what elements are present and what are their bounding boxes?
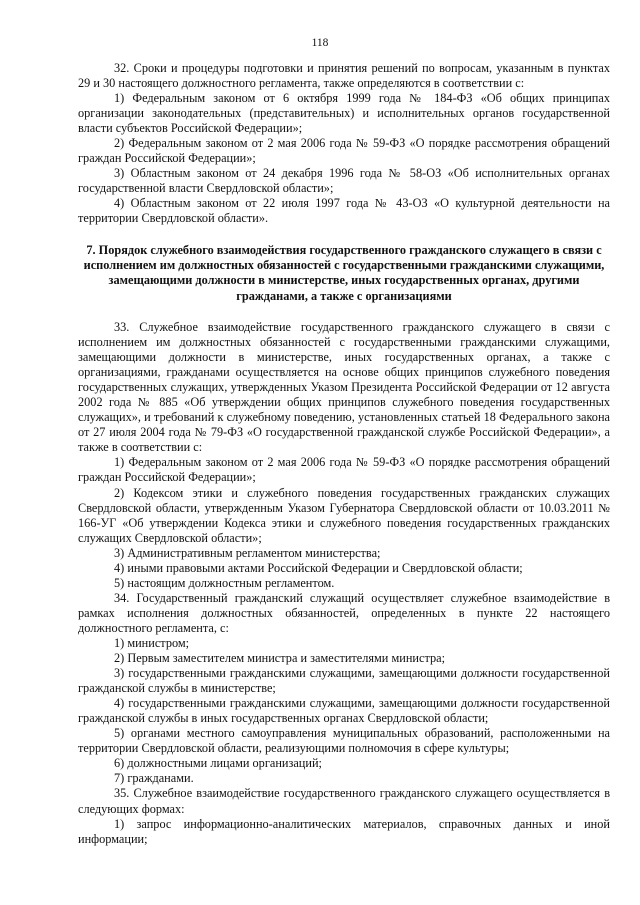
list-item: 5) настоящим должностным регламентом. — [114, 575, 335, 590]
list-item: 2) Первым заместителем министра и заместителями министра; — [114, 651, 445, 666]
paragraph-34: 34. Государственный гражданский служащий осуществляет служебное взаимодействие в рамках исполнения должностных обязанностей, определенных в пункте 22 настоящего должностного регламента, с: — [78, 590, 610, 635]
paragraph-32: 32. Сроки и процедуры подготовки и принятия решений по вопросам, указанным в пунктах 29 и 30 настоящего должностного регламента, также определяются в соответствии с: — [78, 61, 610, 91]
page-number: 118 — [311, 37, 329, 49]
list-item: 4) Областным законом от 22 июля 1997 года № 43-ОЗ «О культурной деятельности на территории Свердловской области». — [78, 196, 610, 226]
list-item: 4) иными правовыми актами Российской Федерации и Свердловской области; — [114, 560, 523, 575]
section-32-block — [78, 61, 610, 227]
list-item: 2) Кодексом этики и служебного поведения государственных гражданских служащих Свердловской области, утвержденным Указом Губернатора Свердловской области от 10.03.2011 № 166-УГ «Об утверждении Кодекса этики и служебного поведения государственных гражданских служащих Свердловской области»; — [78, 485, 610, 545]
list-item: 4) государственными гражданскими служащими, замещающими должности государственной гражданской службы в иных государственных органах Свердловской области; — [78, 696, 610, 726]
list-item: 3) Областным законом от 24 декабря 1996 года № 58-ОЗ «Об исполнительных органах государственной власти Свердловской области»; — [78, 166, 610, 196]
section-heading: 7. Порядок служебного взаимодействия государственного гражданского служащего в связи с исполнением им должностных обязанностей с государственными гражданскими служащими, замещающими должности в министерстве, иных государственных органах, другими гражданами, а также с организациями — [83, 243, 605, 303]
section-7-heading-block — [78, 243, 610, 304]
list-item: 1) Федеральным законом от 2 мая 2006 года № 59-ФЗ «О порядке рассмотрения обращений граждан Российской Федерации»; — [78, 455, 610, 485]
list-item: 7) гражданами. — [114, 771, 194, 786]
section-33-35-block — [78, 320, 610, 847]
list-item: 5) органами местного самоуправления муниципальных образований, расположенными на территории Свердловской области, реализующими полномочия в сфере культуры; — [78, 726, 610, 756]
list-item: 3) Административным регламентом министерства; — [114, 545, 381, 560]
paragraph-35: 35. Служебное взаимодействие государственного гражданского служащего осуществляется в следующих формах: — [78, 786, 610, 816]
list-item: 6) должностными лицами организаций; — [114, 756, 322, 771]
list-item: 2) Федеральным законом от 2 мая 2006 года № 59-ФЗ «О порядке рассмотрения обращений граждан Российской Федерации»; — [78, 136, 610, 166]
list-item: 1) запрос информационно-аналитических материалов, справочных данных и иной информации; — [78, 816, 610, 846]
list-item: 3) государственными гражданскими служащими, замещающими должности государственной гражданской службы в министерстве; — [78, 666, 610, 696]
list-item: 1) министром; — [114, 635, 190, 650]
paragraph-33: 33. Служебное взаимодействие государственного гражданского служащего в связи с исполнением им должностных обязанностей с государственными гражданскими служащими, замещающими должности в министерстве, иных государственных органах, а также с организациями, гражданами осуществляется на основе общих принципов служебного поведения государственных служащих, утвержденных Указом Президента Российской Федерации от 12 августа 2002 года № 885 «Об утверждении общих принципов служебного поведения государственных служащих», и требований к служебному поведению, установленных статьей 18 Федерального закона от 27 июля 2004 года № 79-ФЗ «О государственной гражданской службе Российской Федерации», а также в соответствии с: — [78, 320, 610, 455]
list-item: 1) Федеральным законом от 6 октября 1999 года № 184-ФЗ «Об общих принципах организации законодательных (представительных) и исполнительных органов государственной власти субъектов Российской Федерации»; — [78, 91, 610, 136]
